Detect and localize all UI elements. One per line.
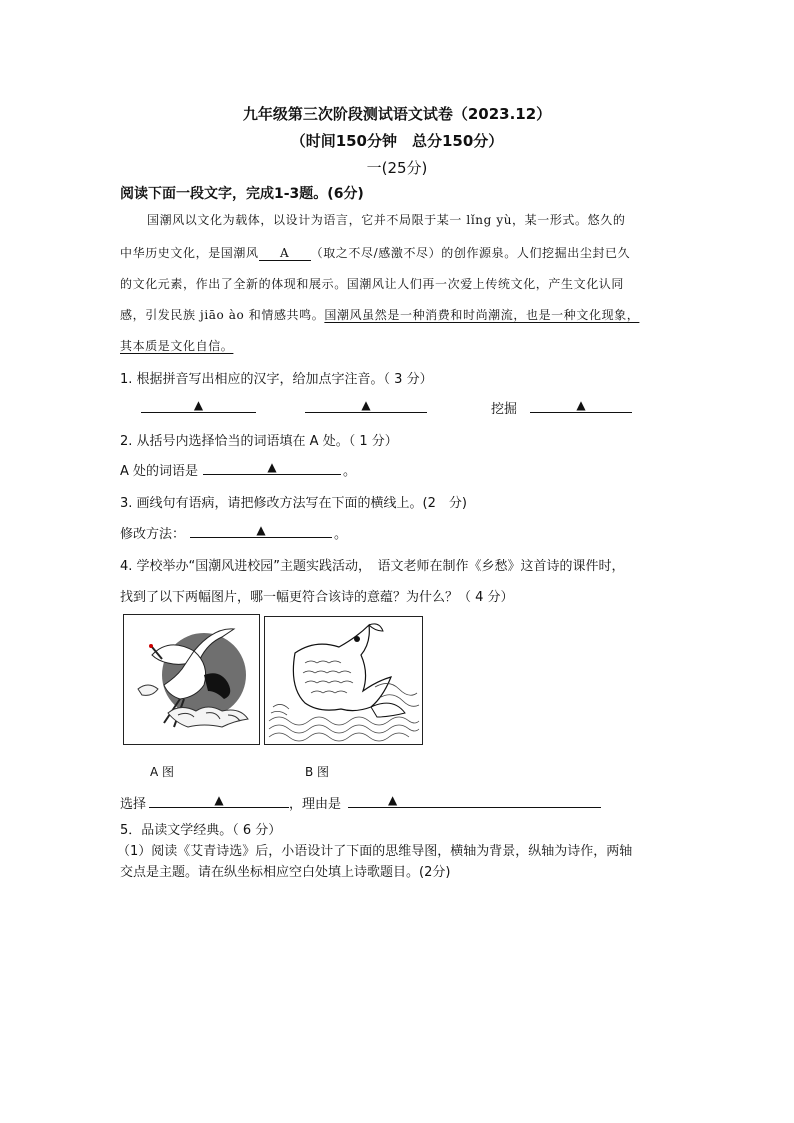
question-4-line-1: 4. 学校举办“国潮风进校园”主题实践活动， 语文老师在制作《乡愁》这首诗的课件时， [120, 559, 625, 574]
q3-answer-label: 修改方法： [120, 527, 186, 542]
q3-period: 。 [334, 527, 348, 542]
question-4-line-2: 找到了以下两幅图片，哪一幅更符合该诗的意蕴？为什么？（ 4 分） [120, 590, 514, 605]
crane-illustration [124, 615, 259, 744]
question-5: 5．品读文学经典。（ 6 分） [120, 823, 282, 838]
q2-answer-label: A 处的词语是 [120, 464, 199, 479]
exam-subtitle: （时间150分钟 总分150分） [290, 132, 504, 150]
answer-marker: ▲ [256, 523, 266, 537]
passage-line-4-start: 感，引发民族 jiāo ào 和情感共鸣。 [120, 308, 325, 322]
q4-reason-blank[interactable] [348, 793, 601, 808]
underlined-sentence-part-2: 其本质是文化自信。 [120, 339, 234, 353]
question-2: 2. 从括号内选择恰当的词语填在 A 处。（ 1 分） [120, 434, 398, 449]
q4-choice-blank[interactable] [149, 793, 289, 808]
answer-marker: ▲ [576, 398, 586, 412]
answer-marker: ▲ [361, 398, 371, 412]
q2-period: 。 [343, 464, 357, 479]
question-3: 3. 画线句有语病，请把修改方法写在下面的横线上。(2 分) [120, 496, 467, 511]
answer-marker: ▲ [267, 460, 277, 474]
passage-line-2-start: 中华历史文化，是国潮风 [120, 246, 259, 260]
passage-line-4 [120, 306, 639, 323]
answer-marker: ▲ [193, 398, 204, 412]
q4-reason-label: ，理由是 [289, 797, 342, 812]
carp-illustration [265, 617, 422, 744]
underlined-sentence-part-1: 国潮风虽然是一种消费和时尚潮流，也是一种文化现象， [324, 308, 640, 322]
question-5-sub-line-2: 交点是主题。请在纵坐标相应空白处填上诗歌题目。(2分) [120, 865, 451, 880]
q1-answer-blank-1[interactable] [141, 398, 256, 413]
answer-marker: ▲ [214, 793, 224, 807]
question-1: 1. 根据拼音写出相应的汉字，给加点字注音。（ 3 分） [120, 372, 433, 387]
q1-answer-blank-2[interactable] [305, 398, 427, 413]
q2-answer-blank[interactable] [203, 460, 341, 475]
image-b-carp [264, 616, 423, 745]
answer-marker: ▲ [388, 793, 398, 807]
q1-answer-blank-3[interactable] [530, 398, 632, 413]
blank-a: A [259, 246, 311, 261]
passage-line-2 [120, 244, 630, 261]
reading-intro: 阅读下面一段文字，完成1-3题。(6分) [120, 186, 364, 202]
exam-title: 九年级第三次阶段测试语文试卷（2023.12） [242, 105, 552, 123]
q3-answer-blank[interactable] [190, 523, 332, 538]
passage-line-2-end: （取之不尽/感激不尽）的创作源泉。人们挖掘出尘封已久 [310, 246, 631, 260]
passage-line-1: 国潮风以文化为载体，以设计为语言，它并不局限于某一 lǐng yù，某一形式。悠久的 [147, 213, 626, 227]
section-heading: 一(25分) [366, 159, 428, 177]
image-a-caption: A 图 [150, 765, 175, 779]
passage-line-3: 的文化元素，作出了全新的体现和展示。国潮风让人们再一次爱上传统文化，产生文化认同 [120, 277, 625, 291]
question-5-sub-line-1: （1）阅读《艾青诗选》后，小语设计了下面的思维导图，横轴为背景，纵轴为诗作，两轴 [117, 844, 633, 859]
image-b-caption: B 图 [305, 765, 330, 779]
image-a-crane [123, 614, 260, 745]
q4-choice-label: 选择 [120, 797, 147, 812]
q1-word: 挖掘 [491, 402, 518, 417]
